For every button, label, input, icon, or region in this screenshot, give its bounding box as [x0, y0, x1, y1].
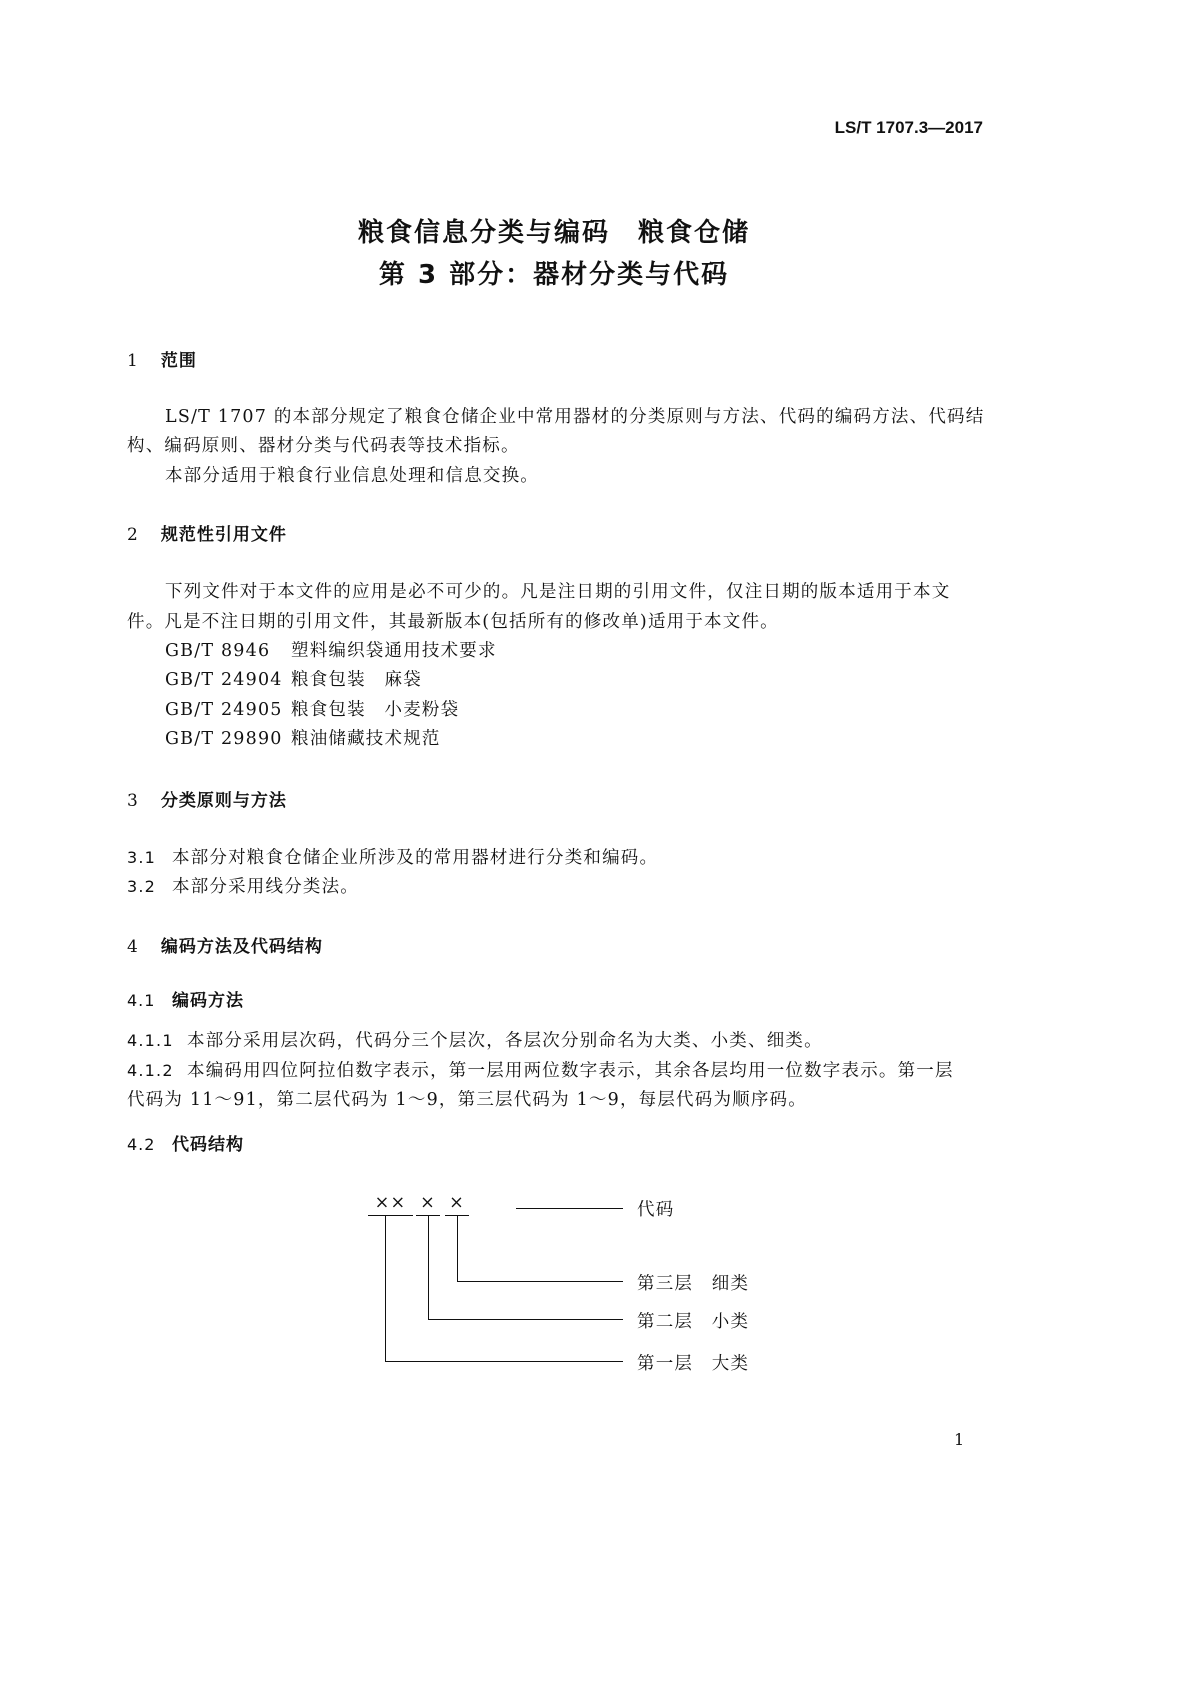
subsection-4-2-heading [127, 1130, 244, 1155]
reference-title: 粮食包装 麻袋 [291, 670, 422, 690]
reference-item [165, 725, 441, 750]
standard-number: LS/T 1707.3—2017 [834, 118, 983, 137]
clause-number: 3.1 [127, 848, 157, 867]
subsection-number: 4.1 [127, 991, 156, 1010]
level2-horizontal [428, 1319, 623, 1320]
document-title-line2: 第 3 部分：器材分类与代码 [378, 260, 730, 290]
code-leader-line [516, 1208, 623, 1209]
paragraph-line: 件。凡是不注日期的引用文件，其最新版本(包括所有的修改单)适用于本文件。 [127, 612, 779, 632]
reference-code: GB/T 8946 [165, 641, 271, 661]
page-number: 1 [954, 1430, 965, 1449]
level2-vertical [428, 1215, 429, 1320]
section-title: 编码方法及代码结构 [160, 937, 323, 957]
code-label: 代码 [637, 1200, 675, 1220]
reference-item [165, 696, 459, 721]
section-4-heading [127, 932, 323, 957]
section-number: 1 [127, 351, 139, 371]
subsection-number: 4.2 [127, 1135, 156, 1154]
subsection-title: 代码结构 [172, 1135, 244, 1155]
code-mark-level2: × [420, 1193, 436, 1213]
section-title: 规范性引用文件 [160, 525, 287, 545]
paragraph-line: LS/T 1707 的本部分规定了粮食仓储企业中常用器材的分类原则与方法、代码的编码方法、代码结 [165, 407, 985, 427]
reference-title: 粮食包装 小麦粉袋 [291, 700, 460, 720]
clause-text: 本编码用四位阿拉伯数字表示，第一层用两位数字表示，其余各层均用一位数字表示。第一层 [187, 1061, 954, 1081]
reference-code: GB/T 29890 [165, 729, 283, 749]
reference-item [165, 666, 422, 691]
clause-number: 3.2 [127, 877, 157, 896]
clause-number: 4.1.1 [127, 1031, 174, 1050]
paragraph-line: 下列文件对于本文件的应用是必不可少的。凡是注日期的引用文件，仅注日期的版本适用于本文 [165, 582, 951, 602]
section-title: 范围 [160, 351, 197, 371]
paragraph-line: 本部分适用于粮食行业信息处理和信息交换。 [165, 466, 539, 486]
code-mark-level1: ×× [374, 1193, 407, 1213]
level1-horizontal [385, 1361, 623, 1362]
level3-vertical [457, 1215, 458, 1282]
section-2-heading [127, 520, 287, 545]
section-1-heading [127, 346, 197, 371]
reference-item [165, 637, 497, 662]
level3-horizontal [457, 1281, 623, 1282]
clause-text: 本部分采用层次码，代码分三个层次，各层次分别命名为大类、小类、细类。 [187, 1031, 823, 1051]
clause-number: 4.1.2 [127, 1061, 174, 1080]
level3-label: 第三层 细类 [637, 1274, 750, 1294]
underline-level1 [368, 1215, 413, 1216]
reference-title: 塑料编织袋通用技术要求 [291, 641, 497, 661]
reference-code: GB/T 24904 [165, 670, 283, 690]
level2-label: 第二层 小类 [637, 1312, 750, 1332]
subsection-title: 编码方法 [172, 991, 244, 1011]
clause-text: 本部分对粮食仓储企业所涉及的常用器材进行分类和编码。 [172, 848, 659, 868]
subsection-4-1-heading [127, 986, 244, 1011]
clause-text: 本部分采用线分类法。 [172, 877, 359, 897]
reference-title: 粮油储藏技术规范 [291, 729, 441, 749]
code-mark-level3: × [449, 1193, 465, 1213]
section-number: 2 [127, 525, 139, 545]
section-number: 3 [127, 791, 139, 811]
paragraph-line: 代码为 11～91，第二层代码为 1～9，第三层代码为 1～9，每层代码为顺序码。 [127, 1090, 807, 1110]
reference-code: GB/T 24905 [165, 700, 283, 720]
paragraph-line: 构、编码原则、器材分类与代码表等技术指标。 [127, 436, 520, 456]
section-title: 分类原则与方法 [160, 791, 287, 811]
clause-line [127, 873, 359, 898]
section-number: 4 [127, 937, 139, 957]
clause-line [127, 1027, 823, 1052]
clause-line [127, 1057, 954, 1082]
level1-label: 第一层 大类 [637, 1354, 750, 1374]
document-title-line1: 粮食信息分类与编码 粮食仓储 [357, 218, 750, 248]
section-3-heading [127, 786, 287, 811]
level1-vertical [385, 1215, 386, 1362]
clause-line [127, 844, 658, 869]
